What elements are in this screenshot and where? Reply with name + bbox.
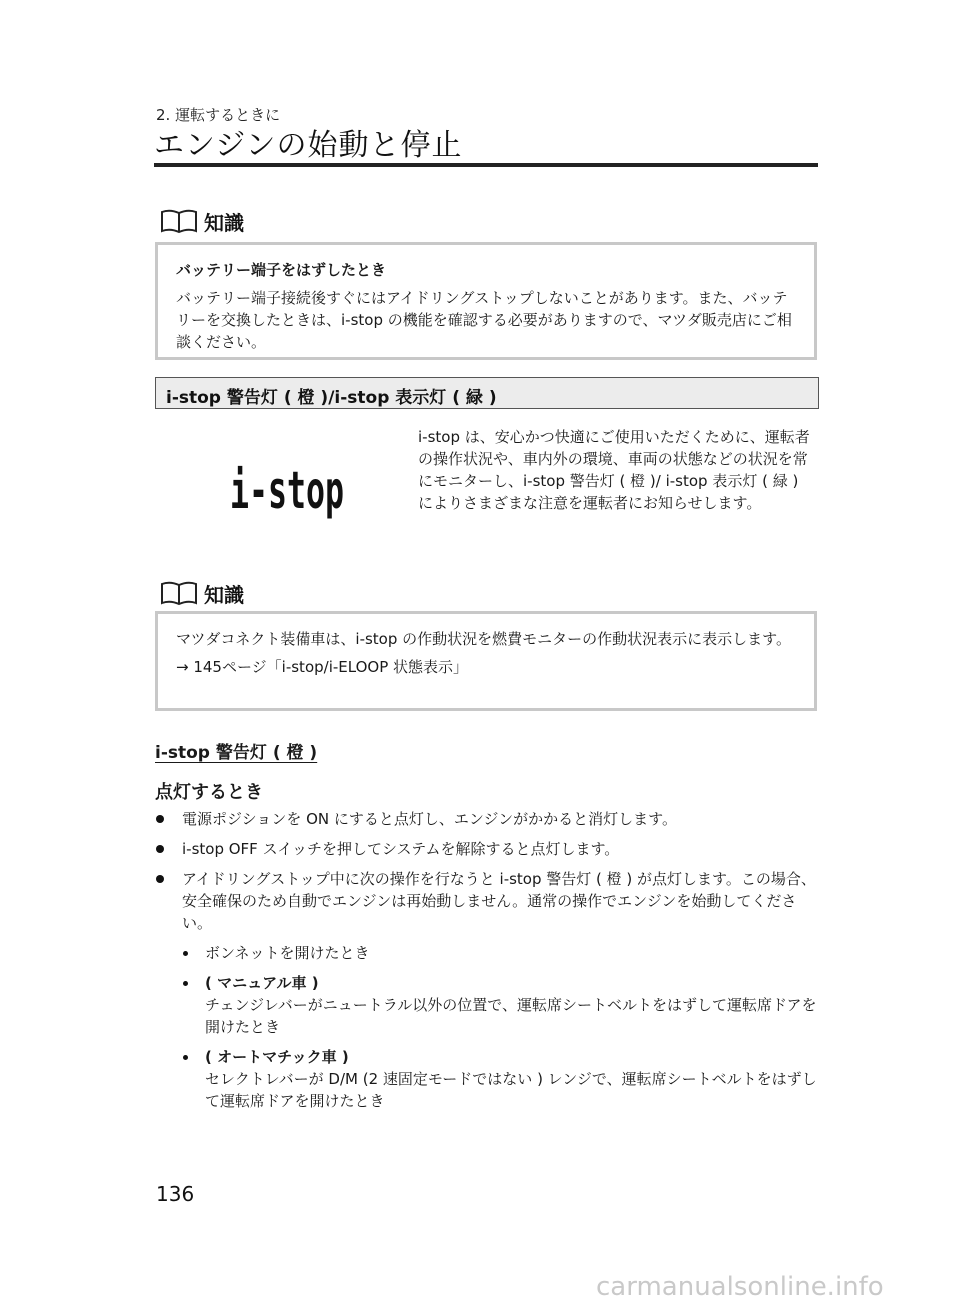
list-item: i-stop OFF スイッチを押してシステムを解除すると点灯します。 [155, 838, 820, 860]
page-reference: → 145ページ「i-stop/i-ELOOP 状態表示」 [176, 658, 469, 676]
small-bullet-icon [183, 951, 188, 956]
sub-item-label: ( オートマチック車 ) [205, 1048, 349, 1066]
small-bullet-icon [183, 1055, 188, 1060]
section-description: i-stop は、安心かつ快適にご使用いただくために、運転者の操作状況や、車内外の環境、車両の状態などの状況を常にモニターし、i-stop 警告灯 ( 橙 )/ i-stop 表示灯 ( 緑 ) によりさまざまな注意を運転者にお知らせします。 [418, 428, 810, 512]
sub-list-item: ( オートマチック車 ) セレクトレバーが D/M (2 速固定モードではない ) レンジで、運転席シートベルトをはずして運転席ドアを開けたとき [155, 1046, 820, 1112]
list-item: アイドリングストップ中に次の操作を行なうと i-stop 警告灯 ( 橙 ) が点灯します。この場合、安全確保のため自動でエンジンは再始動しません。通常の操作でエンジンを始動してください。 [155, 868, 820, 934]
page-title: エンジンの始動と停止 [154, 128, 463, 163]
knowledge-label-1: 知識 [204, 210, 244, 235]
watermark: carmanualsonline.info [596, 1272, 884, 1302]
knowledge-heading-1 [160, 206, 244, 236]
page-number: 136 [156, 1182, 195, 1206]
knowledge-box-text-2: マツダコネクト装備車は、i-stop の作動状況を燃費モニターの作動状況表示に表示します。 [176, 630, 791, 648]
book-icon [160, 208, 198, 234]
section-title-bar: i-stop 警告灯 ( 橙 )/i-stop 表示灯 ( 緑 ) [155, 377, 819, 409]
lights-up-heading: 点灯するとき [155, 782, 263, 803]
i-stop-logo-text: i-stop [230, 461, 344, 521]
bullet-icon [156, 815, 164, 823]
i-stop-logo [228, 456, 348, 526]
bullet-icon [156, 845, 164, 853]
book-icon [160, 580, 198, 606]
warning-light-heading: i-stop 警告灯 ( 橙 ) [155, 743, 318, 763]
bullet-icon [156, 875, 164, 883]
list-item: 電源ポジションを ON にすると点灯し、エンジンがかかると消灯します。 [155, 808, 820, 830]
knowledge-box-title: バッテリー端子をはずしたとき [176, 261, 387, 279]
sub-list-item: ボンネットを開けたとき [155, 942, 820, 964]
knowledge-label-2: 知識 [204, 582, 244, 607]
knowledge-heading-2 [160, 578, 244, 608]
sub-list-item: ( マニュアル車 ) チェンジレバーがニュートラル以外の位置で、運転席シートベルトをはずして運転席ドアを開けたとき [155, 972, 820, 1038]
chapter-label: 2. 運転するときに [156, 106, 281, 124]
sub-item-label: ( マニュアル車 ) [205, 974, 319, 992]
small-bullet-icon [183, 981, 188, 986]
knowledge-box-text: バッテリー端子接続後すぐにはアイドリングストップしないことがあります。また、バッテリーを交換したときは、i-stop の機能を確認する必要がありますので、マツダ販売店にご相談ください。 [176, 289, 792, 351]
knowledge-box-1 [155, 242, 817, 360]
title-rule [154, 163, 818, 167]
knowledge-box-2 [155, 611, 817, 711]
condition-list [155, 808, 820, 1120]
